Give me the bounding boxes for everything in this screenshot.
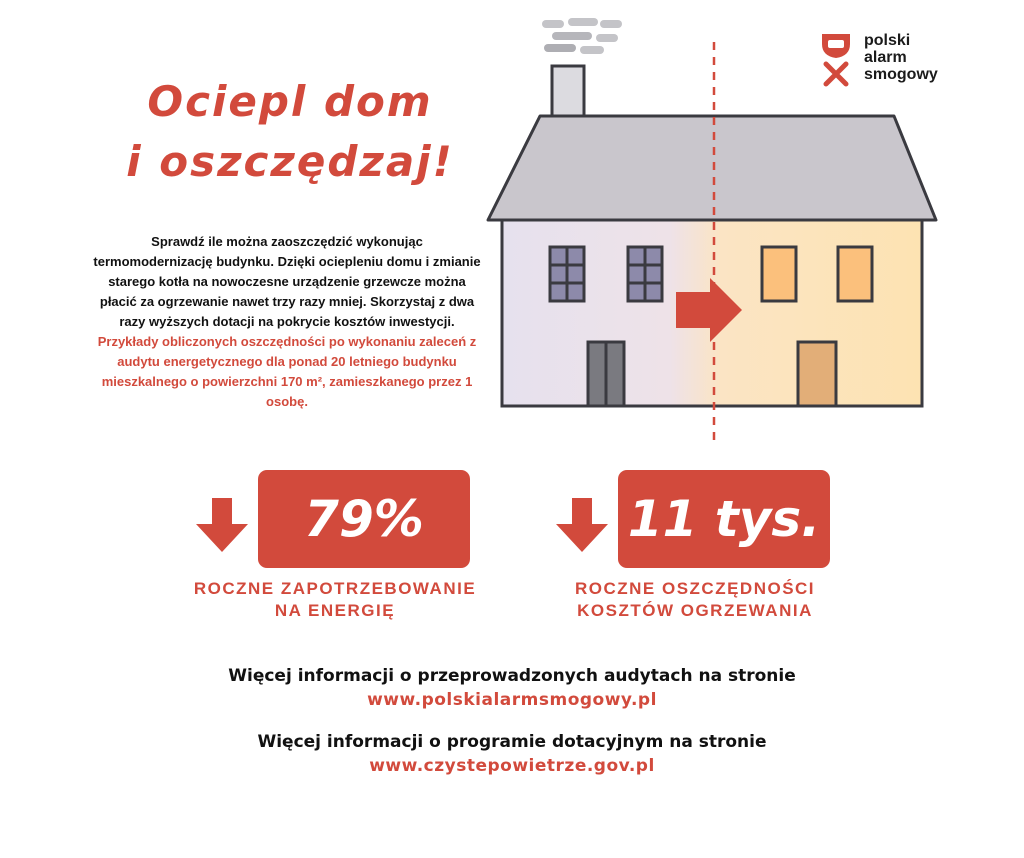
- info-audits: [0, 664, 1024, 712]
- stat-savings-value: 11 tys.: [618, 470, 830, 568]
- brand-line-1: polski: [864, 32, 911, 49]
- stat-energy-label-line-1: ROCZNE ZAPOTRZEBOWANIE: [193, 579, 477, 598]
- stat-savings-label-line-1: ROCZNE OSZCZĘDNOŚCI: [574, 579, 816, 598]
- down-arrow-icon: [556, 498, 608, 554]
- chimney: [552, 66, 584, 118]
- headline-line-2: i oszczędzaj!: [126, 137, 454, 186]
- brand-line-3: smogowy: [864, 66, 938, 83]
- brand-line-2: alarm: [864, 49, 907, 66]
- smoke-cloud: [542, 18, 622, 54]
- headline-line-1: Ociepl dom: [147, 77, 433, 126]
- down-arrow-icon: [196, 498, 248, 554]
- link-czystepowietrze[interactable]: www.czystepowietrze.gov.pl: [369, 756, 655, 776]
- info-audits-text: Więcej informacji o przeprowadzonych audytach na stronie: [228, 666, 796, 686]
- house-illustration: [480, 12, 950, 452]
- info-grants: [0, 730, 1024, 778]
- stat-energy-label: [160, 578, 510, 622]
- stat-savings-label-line-2: KOSZTÓW OGRZEWANIA: [577, 601, 813, 620]
- door-warm: [798, 342, 836, 406]
- window-cold-left: [550, 247, 584, 301]
- intro-text: Sprawdź ile można zaoszczędzić wykonując termomodernizację budynku. Dzięki ociepleniu domu i zmianie starego kotła na nowoczesne urządzenie grzewcze można płacić za ogrzewanie nawet trzy razy mniej. Skorzystaj z dwa razy wyższych dotacji na pokrycie kosztów inwestycji.: [93, 234, 481, 329]
- stat-energy-value: 79%: [258, 470, 470, 568]
- window-warm-left: [762, 247, 796, 301]
- house-roof: [488, 116, 936, 220]
- stat-energy-label-line-2: NA ENERGIĘ: [274, 601, 396, 620]
- info-grants-text: Więcej informacji o programie dotacyjnym na stronie: [257, 732, 767, 752]
- intro-paragraph: [92, 232, 482, 412]
- intro-example-text: Przykłady obliczonych oszczędności po wykonaniu zaleceń z audytu energetycznego dla ponad 20 letniego budynku mieszkalnego o powierzchni 170 m², zamieszkanego przez 1 osobę.: [97, 334, 477, 409]
- window-cold-right: [628, 247, 662, 301]
- door-cold: [588, 342, 624, 406]
- link-polskialarmsmogowy[interactable]: www.polskialarmsmogowy.pl: [367, 690, 657, 710]
- stat-savings-label: [520, 578, 870, 622]
- window-warm-right: [838, 247, 872, 301]
